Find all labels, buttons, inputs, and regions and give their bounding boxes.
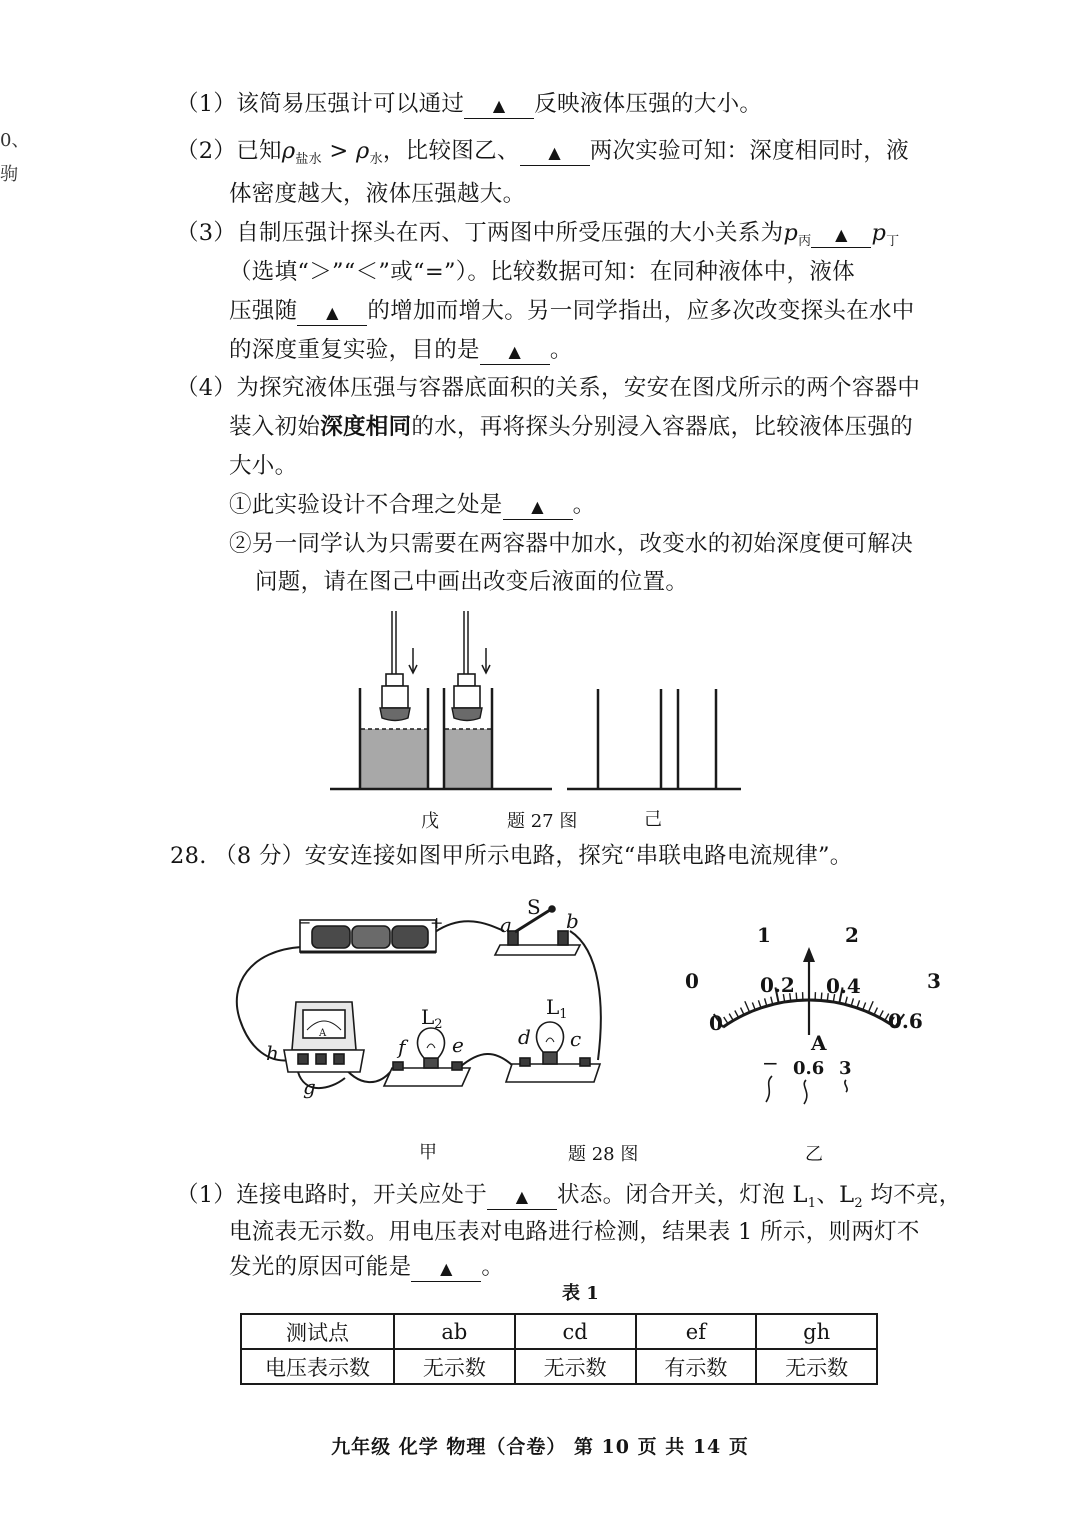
dial-unit-label: A [811,1031,827,1055]
answer-blank[interactable]: ▲ [503,493,573,520]
margin-fragment: 0、 [0,130,30,151]
table-caption: 表 1 [562,1283,599,1304]
answer-blank[interactable]: ▲ [297,299,367,326]
switch-S-label: S [527,895,541,919]
table-cell: 无示数 [394,1349,515,1384]
q27-part2: （2）已知$\rho_{盐水} > \rho_水$，比较图乙、 ▲ 两次实验可知：深度相同时，液 [176,138,909,167]
battery-plus-label: + [430,913,444,932]
fig27-title: 题 27 图 [507,811,578,832]
fig27-label-ji: 己 [644,809,662,830]
q28-part1-line3: 发光的原因可能是 ▲ 。 [229,1254,505,1280]
table-cell: 无示数 [515,1349,636,1384]
table-cell: 测试点 [241,1314,394,1349]
dial-top-label: 1 [757,923,771,947]
point-a-label: a [500,913,512,937]
q27-part4-sub1: ①此实验设计不合理之处是 ▲ 。 [229,492,596,518]
dial-bottom-label: 0.6 [888,1009,923,1033]
q27-part4-line2: 装入初始深度相同的水，再将探头分别浸入容器底，比较液体压强的 [229,414,914,440]
page-footer: 九年级 化学 物理（合卷） 第 10 页 共 14 页 [331,1436,749,1458]
dial-bottom-label: 0.2 [760,973,795,997]
point-b-label: b [566,909,579,933]
table-cell: 电压表示数 [241,1349,394,1384]
answer-blank[interactable]: ▲ [464,92,534,119]
ammeter-device-unit: A [319,1028,327,1039]
fig28-label-jia: 甲 [419,1142,437,1163]
fig27-label-wu: 戊 [421,811,439,832]
q27-part4: （4）为探究液体压强与容器底面积的关系，安安在图戊所示的两个容器中 [176,375,921,401]
answer-blank[interactable]: ▲ [487,1183,557,1210]
pointer-tip [803,947,815,962]
q28-part1: （1）连接电路时，开关应处于 ▲ 状态。闭合开关，灯泡 $L_1$、$L_2$ 均不亮， [176,1182,962,1211]
q28-part1-line2: 电流表无示数。用电压表对电路进行检测，结果表 1 所示，则两灯不 [229,1219,920,1245]
table-1 [240,1313,878,1385]
q27-part4-sub2-line2: 问题，请在图己中画出改变后液面的位置。 [255,569,689,595]
q27-part3: （3）自制压强计探头在丙、丁两图中所受压强的大小关系为$p_丙$ ▲ $p_丁$ [176,220,900,249]
fig28-title: 题 28 图 [568,1144,639,1165]
lamp-L1-label: $L_1$ [546,995,568,1022]
dial-tick [868,1001,873,1012]
answer-blank[interactable]: ▲ [480,338,550,365]
dial-top-label: 0 [685,969,699,993]
dial-bottom-label: 0.4 [826,974,861,998]
dial-tick [745,1001,750,1012]
q27-part3-line2: （选填“＞”“＜”或“=”）。比较数据可知：在同种液体中，液体 [229,259,855,285]
q27-part4-sub2: ②另一同学认为只需要在两容器中加水，改变水的初始深度便可解决 [229,531,914,557]
terminal-minus-label: − [762,1051,779,1075]
terminal-wires [766,1076,847,1104]
point-d-label: d [518,1025,531,1049]
q27-part4-line3: 大小。 [229,453,298,479]
q27-part1: （1）该简易压强计可以通过 ▲ 反映液体压强的大小。 [176,91,763,117]
q27-part2-line2: 体密度越大，液体压强越大。 [229,181,526,207]
table-cell: ab [394,1314,515,1349]
table-cell: 无示数 [756,1349,877,1384]
q27-part3-line4: 的深度重复实验，目的是 ▲ 。 [229,337,573,363]
table-cell: ef [636,1314,757,1349]
terminal-3-label: 3 [839,1058,852,1079]
margin-fragment: 驹 [0,164,18,185]
point-g-label: g [303,1075,316,1099]
answer-blank[interactable]: ▲ [411,1255,481,1282]
point-c-label: c [570,1027,582,1051]
terminal-06-label: 0.6 [793,1058,825,1079]
table-cell: gh [756,1314,877,1349]
answer-blank[interactable]: ▲ [520,139,590,166]
dial-top-label: 2 [845,923,859,947]
point-e-label: e [452,1033,464,1057]
fig28-label-yi: 乙 [805,1144,823,1165]
table-row [241,1314,877,1349]
dial-top-label: 3 [927,969,941,993]
battery-minus-label: − [298,913,312,932]
q28-heading: 28. （8 分）安安连接如图甲所示电路，探究“串联电路电流规律”。 [170,843,853,869]
dial-bottom-label: 0 [709,1011,723,1035]
table-row [241,1349,877,1384]
q27-part3-line3: 压强随 ▲ 的增加而增大。另一同学指出，应多次改变探头在水中 [229,298,915,324]
table-cell: cd [515,1314,636,1349]
lamp-L2-label: $L_2$ [421,1005,443,1032]
point-h-label: h [266,1041,279,1065]
table-cell: 有示数 [636,1349,757,1384]
answer-blank[interactable]: ▲ [811,221,871,248]
point-f-label: f [398,1035,406,1059]
